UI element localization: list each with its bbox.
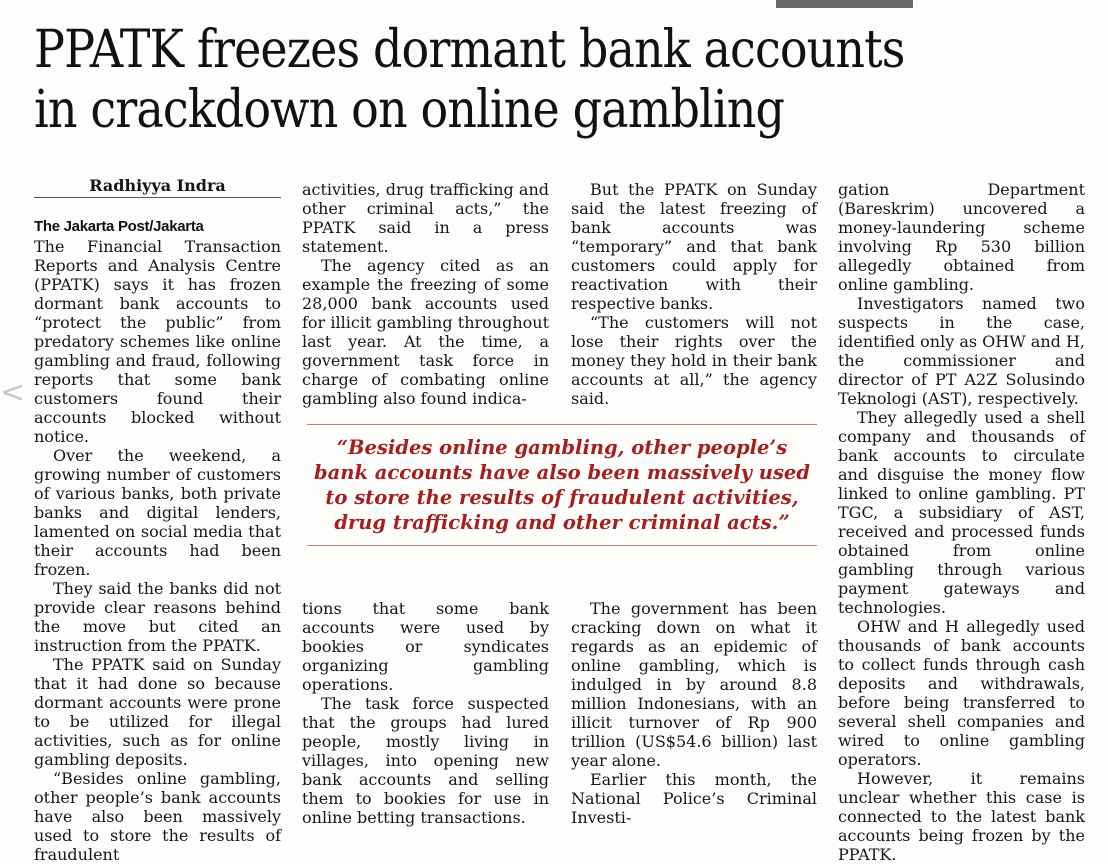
paragraph: OHW and H allegedly used thousands of bank accounts to collect funds through cash deposits and withdrawals, before being transferred to several shell companies and wired to online gambling operators. bbox=[838, 617, 1085, 769]
previous-page-arrow-icon[interactable]: < bbox=[0, 375, 26, 410]
headline-line-2: in crackdown on online gambling bbox=[34, 80, 785, 140]
column-1 bbox=[34, 237, 281, 864]
paragraph: The government has been cracking down on what it regards as an epidemic of online gambling, which is indulged in by around 8.8 million Indonesians, with an illicit turnover of Rp 900 trillion (US$54.6 billion) last year alone. bbox=[571, 599, 817, 770]
paragraph: The Financial Transaction Reports and Analysis Centre (PPATK) says it has frozen dormant bank accounts to “protect the public” from predatory schemes like online gambling and fraud, following reports that some bank customers found their accounts blocked without notice. bbox=[34, 237, 281, 446]
dateline-source: The Jakarta Post/Jakarta bbox=[34, 218, 204, 235]
paragraph: They said the banks did not provide clear reasons behind the move but cited an instruction from the PPATK. bbox=[34, 579, 281, 655]
paragraph: The task force suspected that the groups had lured people, mostly living in villages, into opening new bank accounts and selling them to bookies for use in online betting transactions. bbox=[302, 694, 549, 827]
paragraph: gation Department (Bareskrim) uncovered a money-laundering scheme involving Rp 530 billion allegedly obtained from online gambling. bbox=[838, 180, 1085, 294]
headline bbox=[34, 20, 963, 140]
headline-line-1: PPATK freezes dormant bank accounts bbox=[34, 20, 905, 80]
column-2-top bbox=[302, 180, 549, 408]
top-tab-marker bbox=[776, 0, 913, 8]
paragraph: activities, drug trafficking and other criminal acts,” the PPATK said in a press statement. bbox=[302, 180, 549, 256]
paragraph: However, it remains unclear whether this case is connected to the latest bank accounts being frozen by the PPATK. bbox=[838, 769, 1085, 864]
paragraph: Earlier this month, the National Police’s Criminal Investi- bbox=[571, 770, 817, 827]
paragraph: The agency cited as an example the freezing of some 28,000 bank accounts used for illicit gambling throughout last year. At the time, a government task force in charge of combating online gambling also found indica- bbox=[302, 256, 549, 408]
paragraph: They allegedly used a shell company and thousands of bank accounts to circulate and disguise the money flow linked to online gambling. PT TGC, a subsidiary of AST, received and processed funds obtained from online gambling through various payment gateways and technologies. bbox=[838, 408, 1085, 617]
byline: Radhiyya Indra bbox=[34, 176, 281, 198]
paragraph: Investigators named two suspects in the case, identified only as OHW and H, the commissioner and director of PT A2Z Solusindo Teknologi (AST), respectively. bbox=[838, 294, 1085, 408]
pull-quote-text: “Besides online gambling, other people’s bank accounts have also been massively used to store the results of fraudulent activities, drug trafficking and other criminal acts.” bbox=[314, 436, 810, 534]
paragraph: “Besides online gambling, other people’s bank accounts have also been massively used to store the results of fraudulent bbox=[34, 769, 281, 864]
column-3-bottom bbox=[571, 599, 817, 827]
column-4 bbox=[838, 180, 1085, 864]
paragraph: Over the weekend, a growing number of customers of various banks, both private banks and digital lenders, lamented on social media that their accounts had been frozen. bbox=[34, 446, 281, 579]
paragraph: The PPATK said on Sunday that it had done so because dormant accounts were prone to be utilized for illegal activities, such as for online gambling deposits. bbox=[34, 655, 281, 769]
paragraph: “The customers will not lose their rights over the money they hold in their bank accounts at all,” the agency said. bbox=[571, 313, 817, 408]
paragraph: tions that some bank accounts were used by bookies or syndicates organizing gambling operations. bbox=[302, 599, 549, 694]
paragraph: But the PPATK on Sunday said the latest freezing of bank accounts was “temporary” and that bank customers could apply for reactivation with their respective banks. bbox=[571, 180, 817, 313]
column-2-bottom bbox=[302, 599, 549, 827]
column-3-top bbox=[571, 180, 817, 408]
pull-quote bbox=[307, 424, 817, 546]
